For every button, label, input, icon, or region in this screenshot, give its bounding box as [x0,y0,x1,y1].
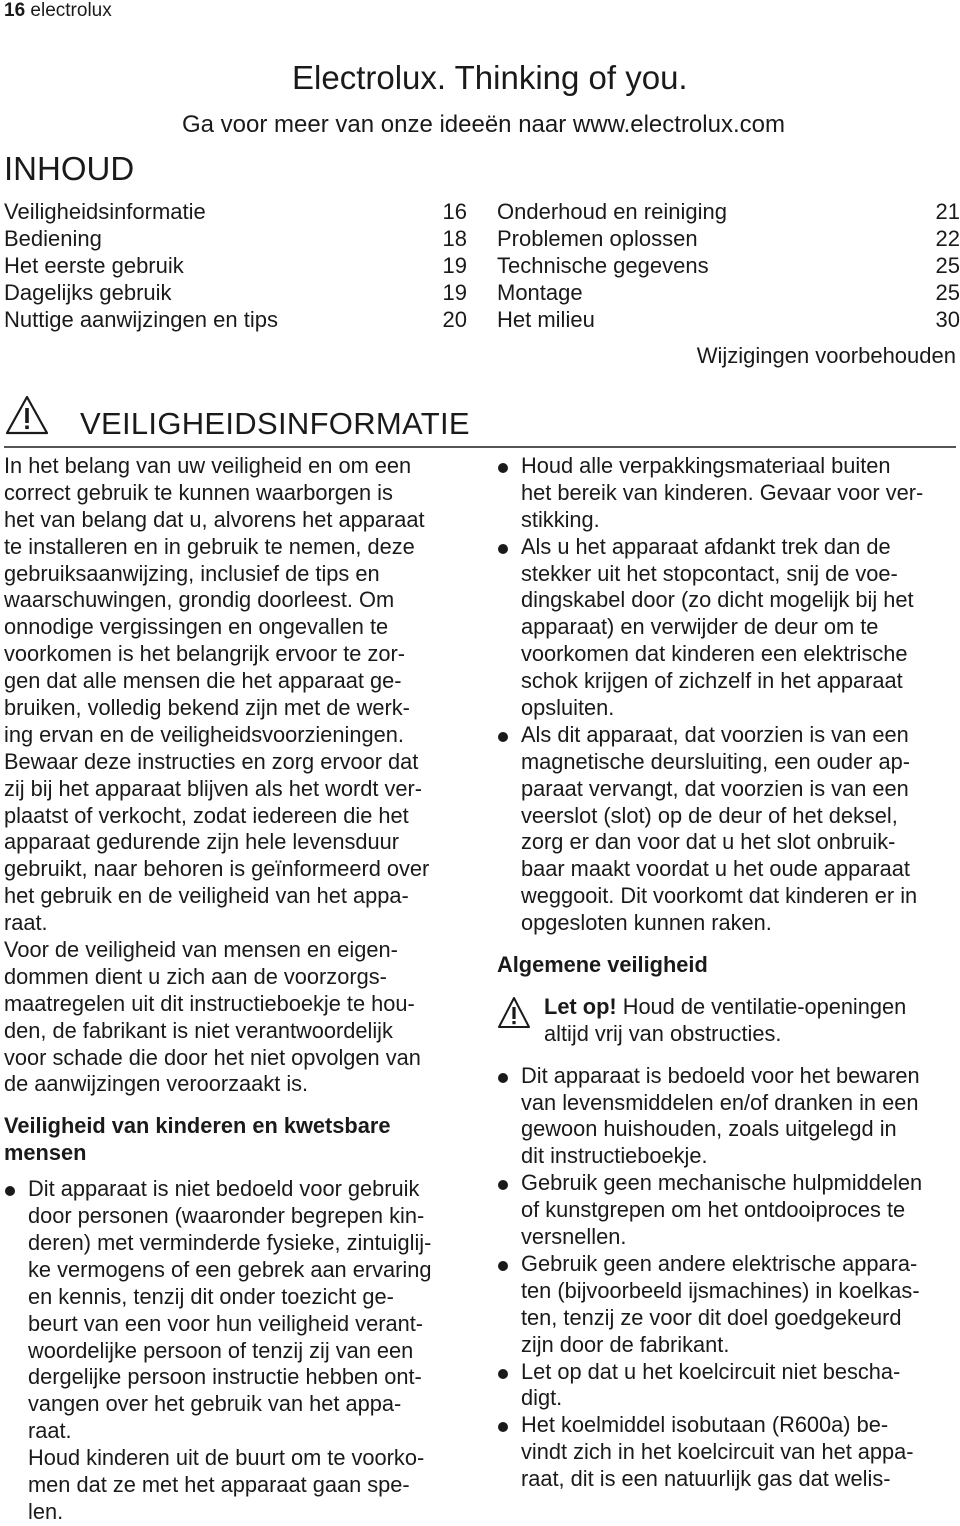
bullet-line: Dit apparaat is niet bedoeld voor gebruik [4,1176,470,1203]
text-line: gebruikt, naar behoren is geïnformeerd over [4,856,430,882]
text-line: Voor de veiligheid van mensen en eigen- [4,937,398,963]
bullet-line: raat. [28,1418,72,1444]
section-title: VEILIGHEIDSINFORMATIE [80,406,470,441]
bullet-line: Dit apparaat is bedoeld voor het bewaren [497,1063,960,1090]
text-line: ing ervan en de veiligheidsvoorzieningen. [4,721,404,747]
website-line: Ga voor meer van onze ideeën naar www.electrolux.com [182,111,785,138]
bullet-item [4,1176,470,1526]
page-number: 16 [4,0,26,21]
toc-entry-label: Het eerste gebruik [4,253,184,278]
subheading-general-safety: Algemene veiligheid [497,952,708,978]
text-line: onnodige vergissingen en ongevallen te [4,614,389,640]
bullet-item [497,722,960,937]
bullet-line: Let op dat u het koelcircuit niet bescha- [497,1359,960,1386]
bullet-line: men dat ze met het apparaat gaan spe- [28,1471,410,1497]
bullet-line: ten (bijvoorbeeld ijsmachines) in koelkas- [521,1277,920,1303]
toc-entry-label: Het milieu [497,307,595,332]
toc-entry [497,225,960,252]
bullet-line: Houd kinderen uit de buurt om te voorko- [28,1445,425,1471]
brand-name: electrolux [30,0,112,21]
bullet-line: het bereik van kinderen. Gevaar voor ver- [521,479,924,505]
bullet-line: raat, dit is een natuurlijk gas dat welis- [521,1466,891,1492]
toc-entry-page: 21 [935,199,960,224]
bullet-line: digt. [521,1385,563,1411]
bullet-line: deren) met verminderde fysieke, zintuiglij- [28,1229,432,1255]
caution-line: altijd vrij van obstructies. [544,1020,782,1046]
bullet-line: dit instructieboekje. [521,1143,708,1169]
toc-entry [497,306,960,333]
toc-entry-page: 19 [442,253,467,278]
text-line: bruiken, volledig bekend zijn met de werk- [4,695,410,721]
text-line: dommen dient u zich aan de voorzorgs- [4,963,387,989]
contents-title: INHOUD [4,150,135,187]
bullet-dot-icon [5,1186,15,1196]
bullet-item [497,1170,960,1251]
text-line: plaatst of verkocht, zodat iedereen die het [4,802,409,828]
left-column [4,453,470,1526]
text-line: gebruiksaanwijzing, inclusief de tips en [4,560,380,586]
text-line: den, de fabrikant is niet verantwoordelijk [4,1017,393,1043]
warning-triangle-icon [4,394,50,436]
bullet-line: zijn door de fabrikant. [521,1331,730,1357]
toc-entry-page: 19 [442,280,467,305]
text-line: maatregelen uit dit instructieboekje te hou- [4,990,415,1016]
bullet-line: door personen (waaronder begrepen kin- [28,1203,425,1229]
bullet-line: gewoon huishouden, zoals uitgelegd in [521,1116,897,1142]
text-line: het gebruik en de veiligheid van het appa- [4,883,409,909]
bullet-line: dergelijke persoon instructie hebben ont- [28,1364,422,1390]
text-line: raat. [4,910,48,936]
toc-entry-page: 25 [935,253,960,278]
bullet-item [497,453,960,534]
bullet-line: baar maakt voordat u het oude apparaat [521,856,910,882]
bullet-line: opsluiten. [521,695,615,721]
bullet-line: paraat vervangt, dat voorzien is van een [521,775,909,801]
toc-entry [497,198,960,225]
subheading-children-safety: mensen [4,1140,87,1166]
toc-left-column [4,198,467,333]
toc-entry-label: Veiligheidsinformatie [4,199,206,224]
bullet-item [497,1359,960,1413]
bullet-dot-icon [498,463,508,473]
bullet-line: len. [28,1498,64,1524]
toc-entry-label: Bediening [4,226,102,251]
bullet-line: vindt zich in het koelcircuit van het appa- [521,1439,914,1465]
tagline: Electrolux. Thinking of you. [292,59,688,96]
bullet-line: ke vermogens of een gebrek aan ervaring [28,1256,432,1282]
text-line: correct gebruik te kunnen waarborgen is [4,479,393,505]
toc-entry-page: 20 [442,307,467,332]
bullet-line: en kennis, tenzij dit onder toezicht ge- [28,1283,394,1309]
bullet-line: of kunstgrepen om het ontdooiproces te [521,1197,906,1223]
bullet-line: ten, tenzij ze voor dit doel goedgekeurd [521,1304,902,1330]
bullet-line: voorkomen dat kinderen een elektrische [521,641,908,667]
text-line: voor schade die door het niet opvolgen van [4,1044,421,1070]
bullet-line: woordelijke persoon of tenzij zij van een [28,1337,414,1363]
bullet-line: stikking. [521,506,600,532]
toc-entry-label: Technische gegevens [497,253,709,278]
toc-entry-page: 16 [442,199,467,224]
bullet-dot-icon [498,1369,508,1379]
bullet-line: Als dit apparaat, dat voorzien is van een [497,722,960,749]
toc-entry-label: Nuttige aanwijzingen en tips [4,307,278,332]
text-line: Bewaar deze instructies en zorg ervoor dat [4,748,419,774]
toc-entry [4,306,467,333]
bullet-line: vangen over het gebruik van het appa- [28,1391,402,1417]
toc-entry-label: Problemen oplossen [497,226,698,251]
toc-entry-page: 30 [935,307,960,332]
toc-entry-label: Onderhoud en reiniging [497,199,727,224]
bullet-dot-icon [498,544,508,554]
text-line: voorkomen is het belangrijk ervoor te zor- [4,641,405,667]
text-line: In het belang van uw veiligheid en om een [4,453,412,478]
bullet-dot-icon [498,732,508,742]
toc-entry [4,198,467,225]
text-line: de aanwijzingen veroorzaakt is. [4,1071,309,1097]
toc-entry-page: 25 [935,280,960,305]
changes-reserved-note: Wijzigingen voorbehouden [696,343,956,368]
caution-label: Let op! [544,993,617,1019]
text-line: waarschuwingen, grondig doorleest. Om [4,587,395,613]
bullet-line: apparaat) en verwijder de deur om te [521,614,879,640]
spacer [497,979,960,994]
spacer [4,1167,470,1176]
text-line: zij bij het apparaat blijven als het wordt ver- [4,775,422,801]
toc-right-column [497,198,960,333]
bullet-line: Het koelmiddel isobutaan (R600a) be- [497,1412,960,1439]
bullet-item [497,534,960,722]
toc-entry-label: Dagelijks gebruik [4,280,172,305]
intro-paragraph [4,453,470,1098]
bullet-line: Houd alle verpakkingsmateriaal buiten [497,453,960,480]
page-header [4,0,112,22]
toc-entry [497,252,960,279]
bullet-line: Als u het apparaat afdankt trek dan de [497,534,960,561]
subheading-children-safety: Veiligheid van kinderen en kwetsbare [4,1113,391,1139]
spacer [497,1048,960,1063]
toc-entry-page: 22 [935,226,960,251]
toc-entry-label: Montage [497,280,583,305]
bullet-line: Gebruik geen mechanische hulpmiddelen [497,1170,960,1197]
spacer [497,937,960,952]
bullet-item [497,1412,960,1493]
bullet-line: opgesloten kunnen raken. [521,910,772,936]
toc-entry [4,279,467,306]
bullet-item [497,1063,960,1171]
toc-entry-page: 18 [442,226,467,251]
bullet-line: van levensmiddelen en/of dranken in een [521,1089,919,1115]
section-divider [4,446,956,448]
text-line: het van belang dat u, alvorens het apparaat [4,506,425,532]
caution-text: Houd de ventilatie-openingen [616,993,907,1019]
bullet-dot-icon [498,1422,508,1432]
bullet-dot-icon [498,1180,508,1190]
bullet-line: veerslot (slot) op de deur of het deksel, [521,802,898,828]
bullet-line: beurt van een voor hun veiligheid verant- [28,1310,424,1336]
bullet-dot-icon [498,1073,508,1083]
caution-line [544,994,960,1021]
bullet-item [497,1251,960,1359]
text-line: apparaat gedurende zijn hele levensduur [4,829,400,855]
bullet-line: stekker uit het stopcontact, snij de voe- [521,560,898,586]
toc-entry [4,252,467,279]
bullet-line: dingskabel door (zo dicht mogelijk bij het [521,587,914,613]
warning-triangle-icon [497,996,531,1030]
bullet-dot-icon [498,1261,508,1271]
right-column [497,453,960,1493]
text-line: te installeren en in gebruik te nemen, deze [4,533,415,559]
spacer [4,1098,470,1113]
text-line: gen dat alle mensen die het apparaat ge- [4,668,402,694]
bullet-line: Gebruik geen andere elektrische appara- [497,1251,960,1278]
bullet-line: magnetische deursluiting, een ouder ap- [521,748,910,774]
caution-note [497,994,960,1048]
toc-entry [497,279,960,306]
bullet-line: weggooit. Dit voorkomt dat kinderen er in [521,883,918,909]
toc-entry [4,225,467,252]
bullet-line: versnellen. [521,1224,627,1250]
bullet-line: schok krijgen of zichzelf in het apparaat [521,668,903,694]
bullet-line: zorg er dan voor dat u het slot onbruik- [521,829,896,855]
